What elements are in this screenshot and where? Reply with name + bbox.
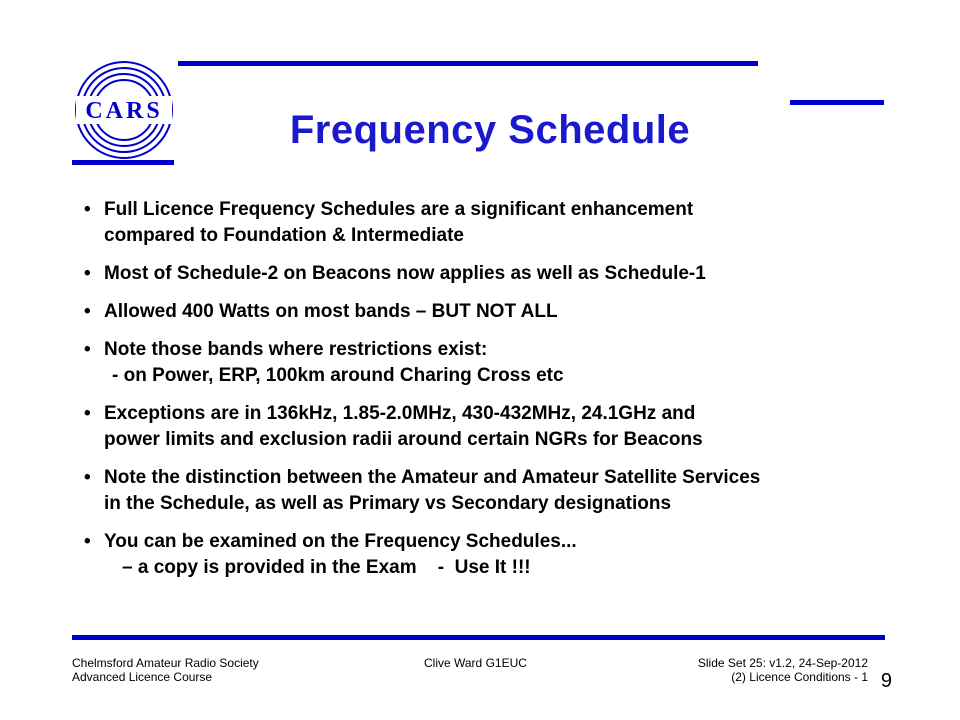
bullet-line: - on Power, ERP, 100km around Charing Cross etc: [112, 365, 564, 386]
bullet-item: [84, 299, 944, 325]
footer-society: Chelmsford Amateur Radio Society: [72, 656, 259, 670]
bullet-line: in the Schedule, as well as Primary vs Secondary designations: [104, 493, 672, 514]
top-right-rule: [790, 100, 884, 105]
footer-right: [698, 656, 868, 684]
bullet-list: [84, 197, 944, 593]
bullet-line: – a copy is provided in the Exam - Use It !!!: [122, 557, 531, 578]
footer-course: Advanced Licence Course: [72, 670, 213, 684]
logo-text: CARS: [85, 98, 163, 124]
page-number: 9: [880, 670, 892, 692]
footer-author: Clive Ward G1EUC: [424, 656, 527, 670]
bullet-line: • You can be examined on the Frequency Schedules...: [104, 531, 577, 552]
top-rule: [178, 61, 758, 66]
bullet-line: • Most of Schedule-2 on Beacons now applies as well as Schedule-1: [104, 263, 706, 284]
cars-logo: [62, 58, 186, 182]
bullet-line: • Note the distinction between the Amateur and Amateur Satellite Services: [104, 467, 761, 488]
bullet-item: [84, 401, 944, 453]
bullet-line: compared to Foundation & Intermediate: [104, 225, 464, 246]
footer-slide-set: Slide Set 25: v1.2, 24-Sep-2012: [697, 656, 868, 670]
bottom-rule: [72, 635, 885, 640]
slide-title: Frequency Schedule: [289, 108, 691, 152]
footer-left: [72, 656, 259, 684]
bullet-item: [84, 197, 944, 249]
bullet-item: [84, 337, 944, 389]
bullet-line: • Note those bands where restrictions exist:: [104, 339, 488, 360]
bullet-line: • Full Licence Frequency Schedules are a significant enhancement: [104, 199, 694, 220]
bullet-item: [84, 261, 944, 287]
bullet-item: [84, 465, 944, 517]
bullet-line: • Exceptions are in 136kHz, 1.85-2.0MHz, 430-432MHz, 24.1GHz and: [104, 403, 696, 424]
bullet-item: [84, 529, 944, 581]
footer-section: (2) Licence Conditions - 1: [731, 670, 868, 684]
bullet-line: power limits and exclusion radii around certain NGRs for Beacons: [104, 429, 703, 450]
bullet-line: • Allowed 400 Watts on most bands – BUT NOT ALL: [104, 301, 558, 322]
